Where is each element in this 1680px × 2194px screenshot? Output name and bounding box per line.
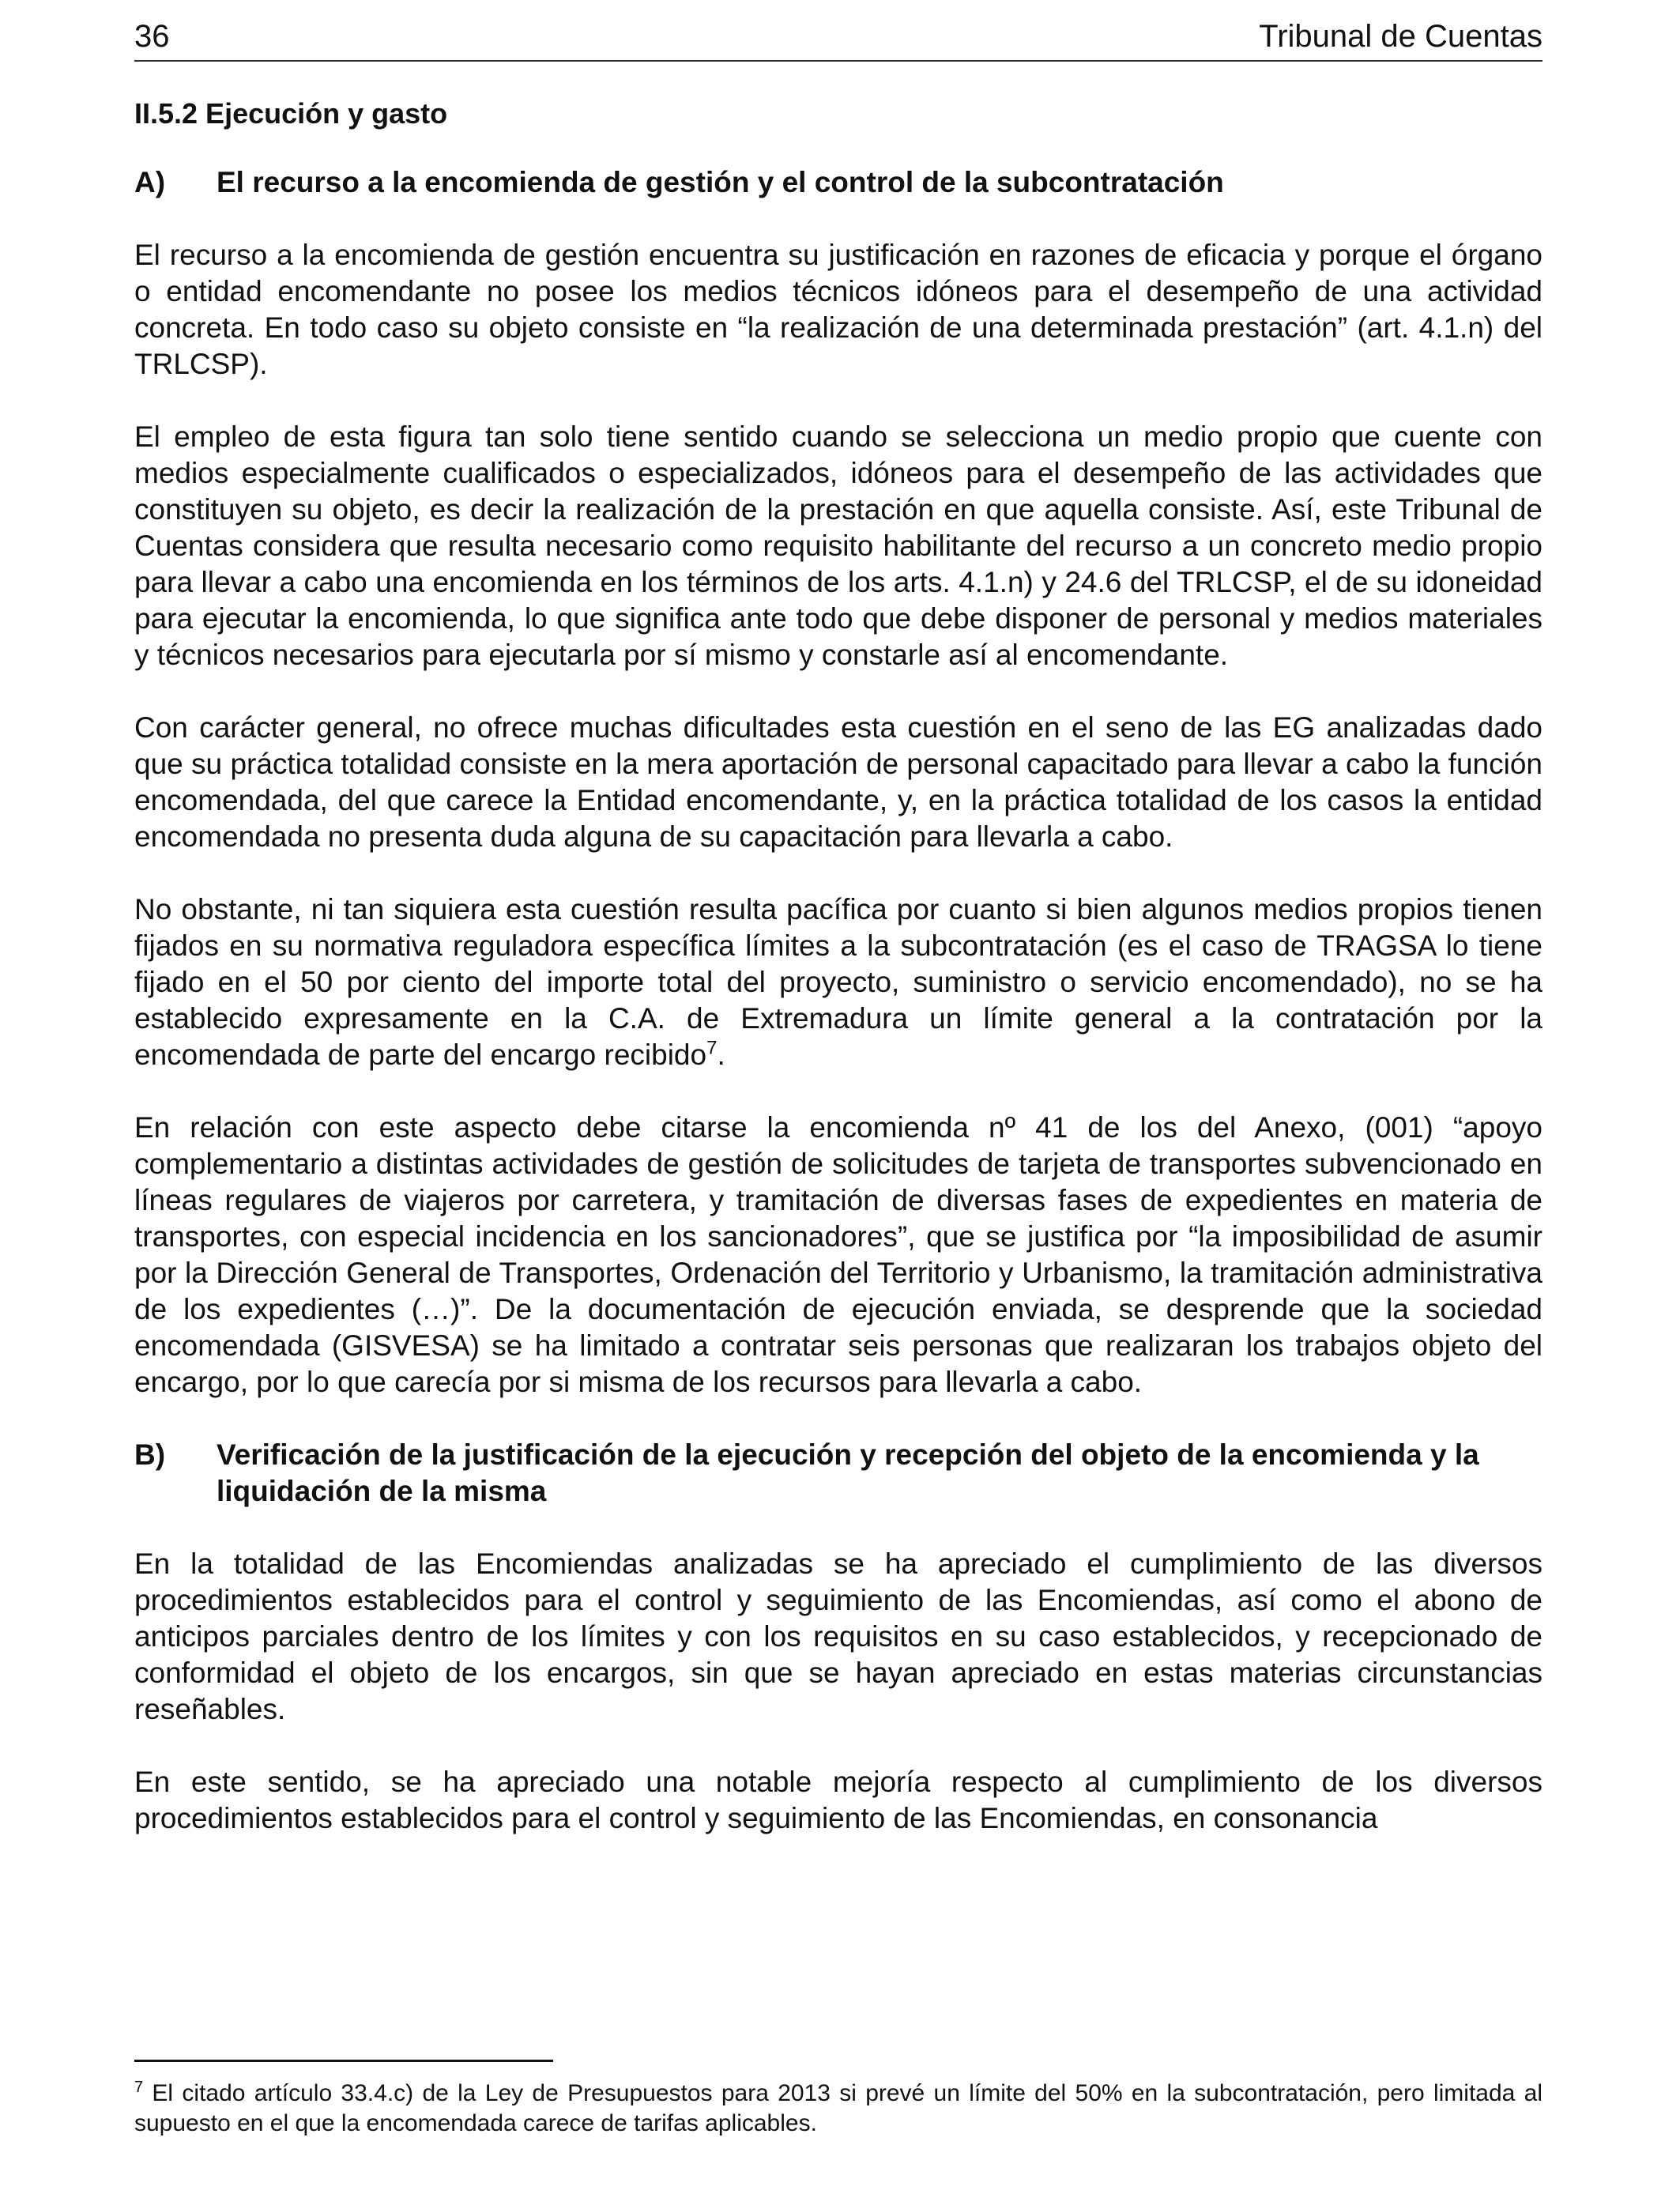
page-number: 36 — [134, 19, 170, 54]
footnote-text: El citado artículo 33.4.c) de la Ley de Presupuestos para 2013 si prevé un límite del 50% en la subcontratación, pero limitada al supuesto en el que la encomendada carece de tarifas aplicables. — [134, 2080, 1543, 2136]
footnote-divider — [134, 2060, 553, 2062]
subsection-a-label: A) — [134, 166, 166, 198]
subsection-b-title: Verificación de la justificación de la ejecución y recepción del objeto de la encomienda y la liquidación de la misma — [217, 1438, 1479, 1507]
subsection-a-title: El recurso a la encomienda de gestión y el control de la subcontratación — [217, 166, 1224, 198]
paragraph: El empleo de esta figura tan solo tiene sentido cuando se selecciona un medio propio que cuente con medios especialmente cualificados o especializados, idóneos para el desempeño de las actividades que constituyen su objeto, es decir la realización de la prestación en que aquella consiste. Así, este Tribunal de Cuentas considera que resulta necesario como requisito habilitante del recurso a un concreto medio propio para llevar a cabo una encomienda en los términos de los arts. 4.1.n) y 24.6 del TRLCSP, el de su idoneidad para ejecutar la encomienda, lo que significa ante todo que debe disponer de personal y medios materiales y técnicos necesarios para ejecutarla por sí mismo y constarle así al encomendante. — [134, 420, 1543, 671]
paragraph-text: No obstante, ni tan siquiera esta cuestión resulta pacífica por cuanto si bien algunos medios propios tienen fijados en su normativa reguladora específica límites a la subcontratación (es el caso de TRAGSA lo tiene fijado en el 50 por ciento del importe total del proyecto, suministro o servicio encomendado), no se ha establecido expresamente en la C.A. de Extremadura un límite general a la contratación por la encomendada de parte del encargo recibido — [134, 893, 1543, 1071]
paragraph: Con carácter general, no ofrece muchas dificultades esta cuestión en el seno de las EG analizadas dado que su práctica totalidad consiste en la mera aportación de personal capacitado para llevar a cabo la función encomendada, del que carece la Entidad encomendante, y, en la práctica totalidad de los casos la entidad encomendada no presenta duda alguna de su capacitación para llevarla a cabo. — [134, 711, 1543, 853]
paragraph-end-punctuation: . — [717, 1039, 725, 1071]
section-title: II.5.2 Ejecución y gasto — [134, 97, 448, 130]
running-title: Tribunal de Cuentas — [1259, 19, 1543, 54]
footnote-number: 7 — [134, 2079, 144, 2096]
footnote-reference[interactable]: 7 — [706, 1037, 718, 1059]
paragraph-with-footnote — [134, 892, 1543, 1073]
subsection-b-label: B) — [134, 1438, 166, 1471]
subsection-b-heading — [134, 1437, 1543, 1510]
paragraph: El recurso a la encomienda de gestión encuentra su justificación en razones de eficacia y porque el órgano o entidad encomendante no posee los medios técnicos idóneos para el desempeño de una actividad concreta. En todo caso su objeto consiste en “la realización de una determinada prestación” (art. 4.1.n) del TRLCSP). — [134, 239, 1543, 380]
page-content — [134, 95, 1543, 1873]
subsection-a-heading — [134, 164, 1543, 201]
paragraph: En este sentido, se ha apreciado una notable mejoría respecto al cumplimiento de los diversos procedimientos establecidos para el control y seguimiento de las Encomiendas, en consonancia — [134, 1766, 1543, 1834]
paragraph: En la totalidad de las Encomiendas analizadas se ha apreciado el cumplimiento de las diversos procedimientos establecidos para el control y seguimiento de las Encomiendas, así como el abono de anticipos parciales dentro de los límites y con los requisitos en su caso establecidos, y recepcionado de conformidad el objeto de los encargos, sin que se hayan apreciado en estas materias circunstancias reseñables. — [134, 1547, 1543, 1725]
paragraph: En relación con este aspecto debe citarse la encomienda nº 41 de los del Anexo, (001) “apoyo complementario a distintas actividades de gestión de solicitudes de tarjeta de transportes subvencionado en líneas regulares de viajeros por carretera, y tramitación de diversas fases de expedientes en materia de transportes, con especial incidencia en los sancionadores”, que se justifica por “la imposibilidad de asumir por la Dirección General de Transportes, Ordenación del Territorio y Urbanismo, la tramitación administrativa de los expedientes (…)”. De la documentación de ejecución enviada, se desprende que la sociedad encomendada (GISVESA) se ha limitado a contratar seis personas que realizaran los trabajos objeto del encargo, por lo que carecía por si misma de los recursos para llevarla a cabo. — [134, 1111, 1543, 1398]
page-header — [134, 17, 1543, 62]
footnote — [134, 2079, 1543, 2139]
